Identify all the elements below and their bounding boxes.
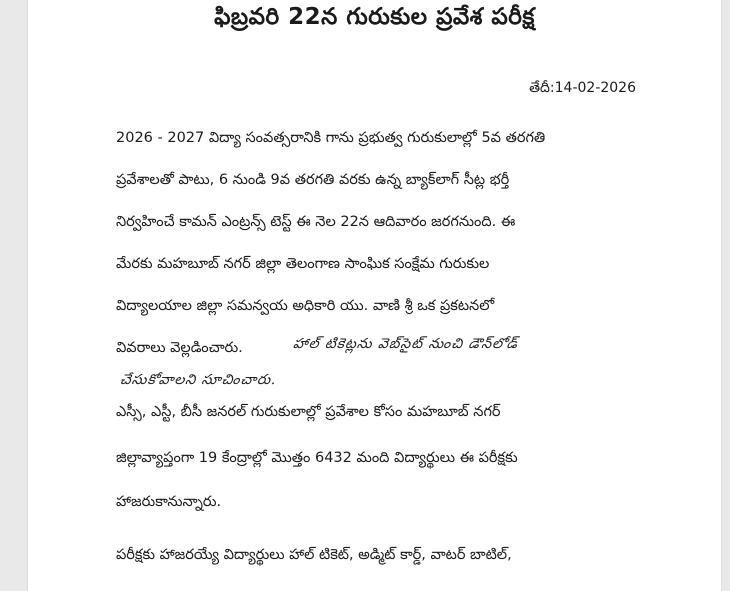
- body-line-9: హాజరుకానున్నారు.: [116, 494, 222, 510]
- handwritten-note-1: హాల్ టికెట్లను వెబ్‌సైట్ నుంచి డౌన్‌లోడ్: [292, 336, 520, 352]
- body-line-5: విద్యాలయాల జిల్లా సమన్వయ అధికారి యు. వాణి శ్రీ ఒక ప్రకటనలో: [116, 298, 495, 314]
- body-line-8: జిల్లావ్యాప్తంగా 19 కేంద్రాల్లో మొత్తం 6432 మంది విద్యార్థులు ఈ పరీక్షకు: [116, 450, 518, 466]
- document-title: ఫిబ్రవరి 22న గురుకుల ప్రవేశ పరీక్ష: [214, 4, 535, 30]
- body-line-7: ఎస్సీ, ఎస్టీ, బీసీ జనరల్ గురుకులాల్లో ప్రవేశాల కోసం మహబూబ్ నగర్: [116, 404, 501, 420]
- body-line-6: వివరాలు వెల్లడించారు.: [116, 340, 243, 356]
- body-line-2: ప్రవేశాలతో పాటు, 6 నుండి 9వ తరగతి వరకు ఉన్న బ్యాక్‌లాగ్ సీట్ల భర్తీ: [116, 172, 510, 188]
- body-line-3: నిర్వహించే కామన్ ఎంట్రన్స్ టెస్ట్ ఈ నెల 22న ఆదివారం జరగనుంది. ఈ: [116, 214, 516, 230]
- body-line-10: పరీక్షకు హాజరయ్యే విద్యార్థులు హాల్ టికెట్, అడ్మిట్ కార్డ్, వాటర్ బాటిల్,: [116, 547, 512, 563]
- body-line-1: 2026 - 2027 విద్యా సంవత్సరానికి గాను ప్రభుత్వ గురుకులాల్లో 5వ తరగతి: [116, 130, 546, 146]
- body-line-4: మేరకు మహబూబ్ నగర్ జిల్లా తెలంగాణ సాంఘిక సంక్షేమ గురుకుల: [116, 256, 490, 272]
- handwritten-note-2: చేసుకోవాలని సూచించారు.: [119, 372, 278, 388]
- document-page: [28, 0, 721, 591]
- document-date: తేదీ:14-02-2026: [529, 80, 636, 96]
